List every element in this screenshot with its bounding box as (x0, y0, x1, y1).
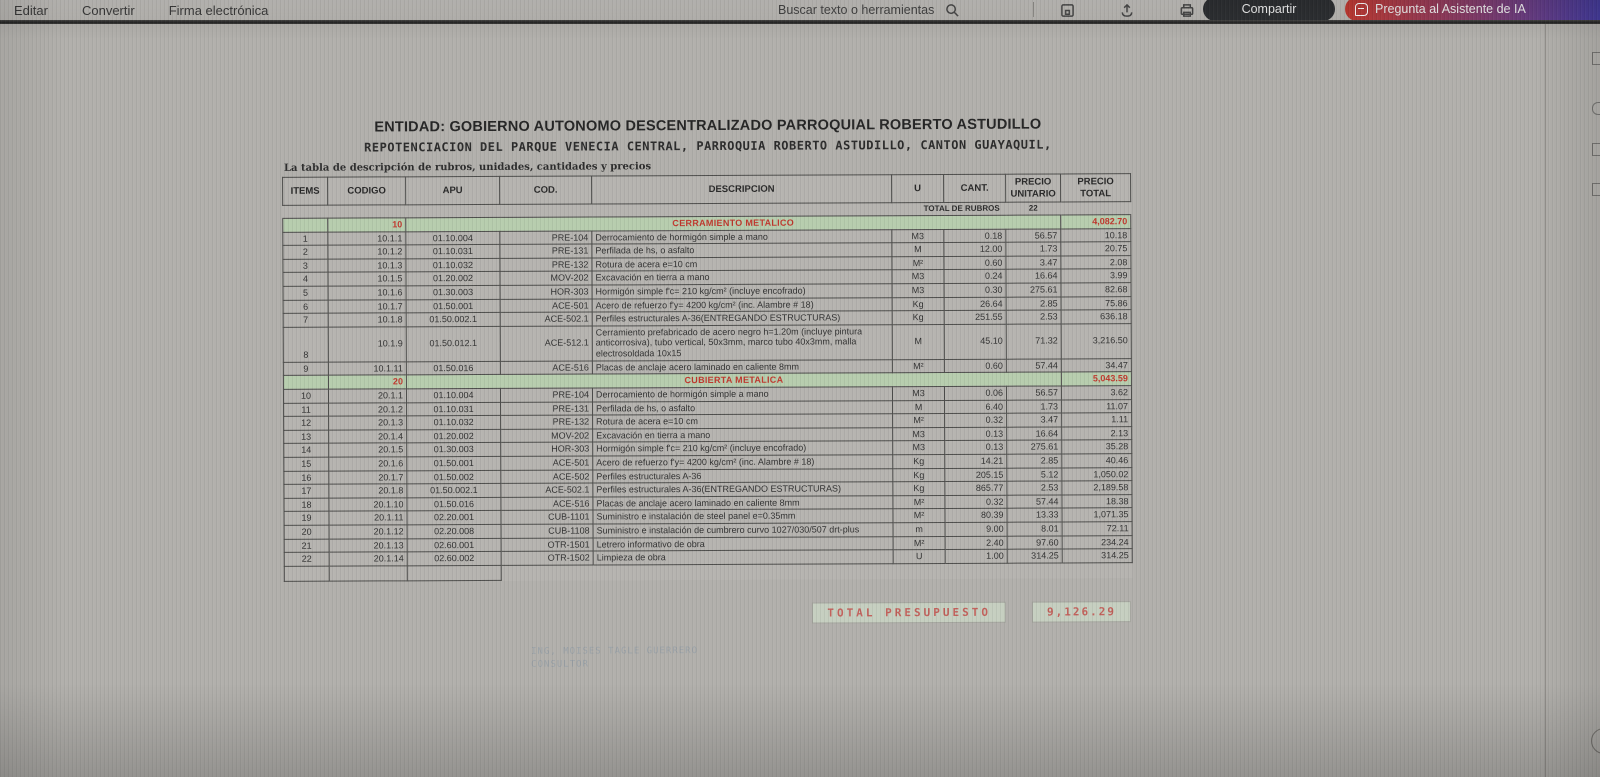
cell-apu: 01.10.004 (406, 388, 500, 402)
cell-unidad: M² (893, 495, 945, 509)
ai-assistant-label: Pregunta al Asistente de IA (1375, 2, 1526, 16)
cell-unidad: M² (892, 256, 944, 270)
cell-precio-total: 2.08 (1061, 255, 1131, 269)
cell-apu: 02.20.008 (407, 524, 501, 538)
cell-descripcion: Perfiles estructurales A-36(ENTREGANDO ESTRUCTURAS) (592, 311, 892, 326)
cell-item: 15 (284, 457, 329, 471)
cell-descripcion: Cerramiento prefabricado de acero negro h=1.20m (incluye pintura anticorrosiva), tubo vertical, 50x3mm, marco tubo 40x3mm, malla electrosoldada 10x15 (592, 325, 892, 361)
right-panel-divider (1545, 24, 1546, 777)
cell-cod: ACE-516 (500, 361, 592, 375)
cell-item: 2 (283, 245, 328, 259)
cell-cantidad: 1.00 (945, 549, 1007, 563)
cell-cantidad: 0.06 (944, 386, 1006, 400)
right-panel-icon[interactable] (1592, 52, 1600, 65)
cell-precio-unitario: 57.44 (1006, 359, 1061, 373)
table-row (283, 324, 1131, 363)
cell-codigo: 20.1.13 (329, 538, 407, 552)
cell-precio-total: 40.46 (1062, 454, 1132, 468)
cell-item: 8 (283, 327, 328, 362)
cell-precio-total: 18.38 (1062, 494, 1132, 508)
header-precio-total: PRECIO TOTAL (1061, 174, 1131, 202)
cell-codigo: 20.1.5 (329, 443, 407, 457)
cell-precio-unitario: 97.60 (1007, 536, 1062, 550)
cell-item: 16 (284, 471, 329, 485)
cell-cod: PRE-132 (500, 258, 592, 272)
cell-cod: ACE-502.1 (501, 483, 593, 497)
cell-item: 14 (284, 444, 329, 458)
cell-apu: 01.50.016 (407, 497, 501, 511)
cell-unidad: m (893, 522, 945, 536)
cell-unidad: U (893, 550, 945, 564)
empty-cell (1007, 563, 1062, 578)
cell-cod: HOR-303 (501, 442, 593, 456)
cell-descripcion: Placas de anclaje acero laminado en caliente 8mm (592, 359, 892, 374)
cell-apu: 01.50.002.1 (407, 484, 501, 498)
spacer-cell (1061, 202, 1131, 215)
cell-item: 22 (284, 552, 329, 566)
cell-precio-unitario: 314.25 (1007, 549, 1062, 563)
cell-descripcion: Letrero informativo de obra (593, 536, 893, 551)
cell-item: 10 (283, 389, 328, 403)
table-caption: La tabla de descripción de rubros, unidades, cantidades y precios (283, 161, 652, 174)
cell-cod: MOV-202 (500, 271, 592, 285)
cell-descripcion: Perfilada de hs, o asfalto (593, 400, 893, 415)
cell-descripcion: Acero de refuerzo f'y= 4200 kg/cm² (inc. Alambre # 18) (592, 297, 892, 312)
cell-cantidad: 45.10 (944, 324, 1006, 359)
compartir-label: Compartir (1241, 2, 1297, 16)
cell-codigo: 10.1.9 (328, 327, 406, 362)
cell-precio-unitario: 3.47 (1007, 413, 1062, 427)
cell-precio-total: 3.99 (1061, 269, 1131, 283)
cell-precio-unitario: 3.47 (1006, 256, 1061, 270)
section-title: CUBIERTA METALICA (406, 372, 1061, 388)
cell-cantidad: 251.55 (944, 310, 1006, 324)
empty-cell (593, 564, 893, 580)
document-title: ENTIDAD: GOBIERNO AUTONOMO DESCENTRALIZADO PARROQUIAL ROBERTO ASTUDILLO (374, 116, 1042, 136)
cell-item: 1 (283, 232, 328, 246)
cell-codigo: 10.1.7 (328, 299, 406, 313)
section-total: 5,043.59 (1061, 372, 1131, 386)
cell-cod: PRE-131 (501, 402, 593, 416)
cell-unidad: Kg (892, 297, 944, 311)
cell-precio-total: 2,189.58 (1062, 481, 1132, 495)
empty-tail-row (284, 562, 1132, 581)
cell-apu: 01.10.031 (406, 245, 500, 259)
cell-codigo: 10.1.2 (328, 245, 406, 259)
cell-precio-unitario: 56.57 (1006, 386, 1061, 400)
section-total: 4,082.70 (1061, 215, 1131, 229)
cell-cantidad: 2.40 (945, 536, 1007, 550)
cell-item: 21 (284, 539, 329, 553)
cell-codigo: 10.1.6 (328, 286, 406, 300)
cell-precio-total: 3.62 (1061, 386, 1131, 400)
cell-unidad: M² (893, 509, 945, 523)
cell-apu: 01.10.004 (406, 231, 500, 245)
cell-codigo: 20.1.3 (329, 416, 407, 430)
cell-unidad: M (892, 243, 944, 257)
cell-item: 19 (284, 512, 329, 526)
cell-precio-unitario: 16.64 (1006, 269, 1061, 283)
search-label: Buscar texto o herramientas (778, 3, 935, 17)
cell-cod: PRE-131 (500, 244, 592, 258)
cell-precio-total: 75.86 (1061, 296, 1131, 310)
right-panel-icon[interactable] (1592, 183, 1600, 196)
cell-cantidad: 9.00 (945, 522, 1007, 536)
toolbar-bottom-divider (0, 20, 1600, 24)
cell-precio-total: 1,071.35 (1062, 508, 1132, 522)
cell-cod: ACE-512.1 (500, 326, 592, 361)
cell-cantidad: 0.24 (944, 270, 1006, 284)
cell-cod: PRE-132 (501, 415, 593, 429)
cell-cantidad: 26.64 (944, 297, 1006, 311)
cell-item: 20 (284, 525, 329, 539)
search-control[interactable] (778, 0, 962, 20)
cell-descripcion: Acero de refuerzo f'y= 4200 kg/cm² (inc. Alambre # 18) (593, 455, 893, 470)
ai-assistant-button[interactable] (1345, 0, 1600, 20)
table-header-row (283, 174, 1131, 206)
cell-descripcion: Rotura de acera e=10 cm (592, 257, 892, 272)
cell-apu: 02.20.001 (407, 511, 501, 525)
cell-cod: OTR-1501 (501, 538, 593, 552)
cell-unidad: M² (893, 414, 945, 428)
cell-precio-total: 11.07 (1062, 399, 1132, 413)
cell-precio-total: 35.28 (1062, 440, 1132, 454)
empty-cell (501, 565, 593, 580)
pdf-app-toolbar (0, 0, 1600, 20)
header-codigo: CODIGO (328, 177, 406, 205)
compartir-button[interactable] (1203, 0, 1335, 20)
cell-descripcion: Derrocamiento de hormigón simple a mano (592, 229, 892, 244)
cell-precio-unitario: 8.01 (1007, 522, 1062, 536)
cell-item: 17 (284, 484, 329, 498)
cell-precio-total: 636.18 (1061, 310, 1131, 324)
cell-cod: PRE-104 (500, 388, 592, 402)
empty-cell (945, 563, 1007, 578)
cell-unidad: M3 (892, 386, 944, 400)
cell-unidad: M² (893, 536, 945, 550)
empty-cell (893, 563, 945, 578)
cell-apu: 01.50.001 (406, 299, 500, 313)
cell-empty (283, 375, 328, 389)
cell-cantidad: 0.18 (944, 229, 1006, 243)
cell-item: 11 (284, 403, 329, 417)
cell-cod: ACE-516 (501, 497, 593, 511)
cell-apu: 01.50.016 (406, 361, 500, 375)
cell-descripcion: Placas de anclaje acero laminado en caliente 8mm (593, 495, 893, 510)
cell-cantidad: 865.77 (945, 481, 1007, 495)
cell-cod: CUB-1101 (501, 510, 593, 524)
cell-codigo: 20.1.6 (329, 457, 407, 471)
header-cant: CANT. (944, 174, 1006, 202)
cell-codigo: 20.1.2 (329, 402, 407, 416)
cell-cod: ACE-501 (500, 299, 592, 313)
cell-precio-unitario: 1.73 (1006, 242, 1061, 256)
cell-descripcion: Perfilada de hs, o asfalto (592, 243, 892, 258)
cell-cod: CUB-1108 (501, 524, 593, 538)
cell-precio-total: 10.18 (1061, 228, 1131, 242)
cell-precio-unitario: 13.33 (1007, 508, 1062, 522)
cell-cod: MOV-202 (501, 429, 593, 443)
cell-precio-unitario: 56.57 (1006, 229, 1061, 243)
cell-cantidad: 0.13 (945, 427, 1007, 441)
cell-descripcion: Perfiles estructurales A-36(ENTREGANDO ESTRUCTURAS) (593, 482, 893, 497)
cell-precio-unitario: 5.12 (1007, 468, 1062, 482)
cell-descripcion: Excavación en tierra a mano (593, 427, 893, 442)
cell-cantidad: 0.60 (944, 359, 1006, 373)
cell-codigo: 20.1.8 (329, 484, 407, 498)
cell-precio-unitario: 71.32 (1006, 324, 1061, 359)
cell-unidad: M3 (893, 441, 945, 455)
cell-apu: 02.60.001 (407, 538, 501, 552)
cell-codigo: 20.1.10 (329, 498, 407, 512)
cell-item: 5 (283, 286, 328, 300)
cell-item: 6 (283, 300, 328, 314)
cell-item: 13 (284, 430, 329, 444)
cell-precio-unitario: 2.53 (1006, 310, 1061, 324)
cell-codigo: 10.1.8 (328, 313, 406, 327)
consultant-role: CONSULTOR (531, 659, 589, 671)
cell-codigo: 20.1.1 (328, 389, 406, 403)
cell-cod: PRE-104 (500, 231, 592, 245)
cell-precio-total: 82.68 (1061, 283, 1131, 297)
cell-apu: 01.50.002.1 (406, 313, 500, 327)
header-u: U (892, 174, 944, 202)
cell-precio-total: 3,216.50 (1061, 324, 1131, 359)
cell-precio-unitario: 1.73 (1007, 399, 1062, 413)
cell-precio-total: 2.13 (1062, 426, 1132, 440)
cell-codigo: 20.1.4 (329, 430, 407, 444)
consultant-name: ING, MOISES TAGLE GUERRERO (531, 645, 699, 657)
cell-descripcion: Suministro e instalación de steel panel e=0.35mm (593, 509, 893, 524)
cell-unidad: M3 (892, 229, 944, 243)
total-presupuesto-value: 9,126.29 (1033, 602, 1130, 621)
cell-descripcion: Excavación en tierra a mano (592, 270, 892, 285)
cell-precio-unitario: 57.44 (1007, 495, 1062, 509)
cell-precio-total: 72.11 (1062, 522, 1132, 536)
cell-descripcion: Derrocamiento de hormigón simple a mano (592, 387, 892, 402)
cell-unidad: M (893, 400, 945, 414)
cell-item: 18 (284, 498, 329, 512)
cell-cantidad: 80.39 (945, 509, 1007, 523)
header-apu: APU (406, 176, 500, 204)
cell-unidad: M3 (893, 427, 945, 441)
cell-cantidad: 0.13 (945, 441, 1007, 455)
cell-precio-unitario: 275.61 (1007, 440, 1062, 454)
section-code: 20 (328, 375, 406, 389)
cell-precio-total: 1.11 (1062, 413, 1132, 427)
cell-codigo: 20.1.11 (329, 511, 407, 525)
cell-apu: 01.30.003 (407, 443, 501, 457)
cell-cod: ACE-502.1 (500, 312, 592, 326)
cell-unidad: Kg (893, 482, 945, 496)
cell-precio-unitario: 2.85 (1006, 297, 1061, 311)
menu-item-editar[interactable]: Editar (14, 2, 48, 18)
cell-descripcion: Perfiles estructurales A-36 (593, 468, 893, 483)
cell-descripcion: Hormigón simple f'c= 210 kg/cm² (incluye encofrado) (593, 441, 893, 456)
cell-codigo: 10.1.11 (328, 362, 406, 376)
cell-apu: 01.10.032 (407, 416, 501, 430)
cell-precio-total: 314.25 (1062, 549, 1132, 563)
chat-bubble-icon (1355, 3, 1368, 16)
cell-apu: 01.50.002 (407, 470, 501, 484)
cell-unidad: Kg (893, 454, 945, 468)
cell-precio-total: 34.47 (1061, 358, 1131, 372)
share-upload-icon[interactable] (1117, 1, 1137, 19)
header-precio-unitario: PRECIO UNITARIO (1006, 174, 1061, 202)
cell-cod: HOR-303 (500, 285, 592, 299)
empty-cell (1062, 562, 1132, 577)
cell-cantidad: 205.15 (945, 468, 1007, 482)
empty-cell (284, 566, 329, 581)
right-panel-icon[interactable] (1592, 143, 1600, 156)
empty-cell (407, 565, 501, 580)
empty-cell (329, 566, 407, 581)
cell-apu: 01.30.003 (406, 285, 500, 299)
cell-empty (283, 218, 328, 232)
cell-codigo: 20.1.7 (329, 470, 407, 484)
cell-apu: 01.10.032 (406, 258, 500, 272)
cell-item: 4 (283, 273, 328, 287)
cell-unidad: M3 (892, 284, 944, 298)
cell-unidad: Kg (893, 468, 945, 482)
cell-descripcion: Suministro e instalación de cumbrero curvo 1027/030/507 drt-plus (593, 523, 893, 538)
consultant-signature-block (531, 643, 1136, 673)
cell-precio-unitario: 16.64 (1007, 427, 1062, 441)
total-rubros-label: TOTAL DE RUBROS (892, 202, 1006, 215)
cell-unidad: M² (892, 359, 944, 373)
cell-cod: ACE-501 (501, 456, 593, 470)
section-title: CERRAMIENTO METALICO (406, 215, 1061, 231)
cell-codigo: 20.1.12 (329, 525, 407, 539)
cell-apu: 01.50.012.1 (406, 326, 500, 361)
document-subtitle: REPOTENCIACION DEL PARQUE VENECIA CENTRAL, PARROQUIA ROBERTO ASTUDILLO, CANTON GUAYAQUIL, (364, 137, 1052, 155)
cell-apu: 01.50.001 (407, 456, 501, 470)
cell-cantidad: 14.21 (945, 454, 1007, 468)
cell-precio-total: 1,050.02 (1062, 467, 1132, 481)
right-panel-icon[interactable] (1592, 102, 1600, 115)
cell-cantidad: 0.60 (944, 256, 1006, 270)
rubros-table (282, 173, 1133, 582)
cell-precio-unitario: 2.53 (1007, 481, 1062, 495)
cell-unidad: M3 (892, 270, 944, 284)
cell-codigo: 10.1.5 (328, 272, 406, 286)
cell-precio-total: 234.24 (1062, 535, 1132, 549)
cell-cantidad: 12.00 (944, 242, 1006, 256)
print-icon[interactable] (1177, 1, 1197, 19)
cell-unidad: M (892, 324, 944, 359)
header-items: ITEMS (283, 177, 328, 205)
cell-descripcion: Rotura de acera e=10 cm (593, 414, 893, 429)
cell-precio-unitario: 2.85 (1007, 454, 1062, 468)
total-presupuesto-label: TOTAL PRESUPUESTO (813, 603, 1005, 623)
cell-apu: 01.20.002 (406, 272, 500, 286)
cell-cantidad: 0.30 (944, 283, 1006, 297)
header-descripcion: DESCRIPCION (592, 175, 892, 204)
save-icon[interactable] (1057, 1, 1077, 19)
cell-descripcion: Limpieza de obra (593, 550, 893, 565)
cell-apu: 01.10.031 (407, 402, 501, 416)
cell-precio-unitario: 275.61 (1006, 283, 1061, 297)
cell-cantidad: 0.32 (945, 495, 1007, 509)
cell-precio-total: 20.75 (1061, 242, 1131, 256)
menu-item-firma-electronica[interactable]: Firma electrónica (168, 2, 269, 18)
toolbar-separator (1033, 2, 1034, 17)
cell-codigo: 10.1.3 (328, 259, 406, 273)
cell-item: 12 (284, 416, 329, 430)
cell-unidad: Kg (892, 311, 944, 325)
cell-cantidad: 6.40 (945, 400, 1007, 414)
cell-apu: 02.60.002 (407, 552, 501, 566)
total-rubros-value: 22 (1006, 202, 1061, 215)
toolbar-menu (14, 0, 268, 20)
cell-item: 3 (283, 259, 328, 273)
cell-cod: ACE-502 (501, 470, 593, 484)
total-presupuesto-row (284, 602, 1130, 625)
pdf-page (282, 116, 1136, 674)
cell-codigo: 10.1.1 (328, 231, 406, 245)
cell-cod: OTR-1502 (501, 551, 593, 565)
cell-descripcion: Hormigón simple f'c= 210 kg/cm² (incluye encofrado) (592, 284, 892, 299)
menu-item-convertir[interactable]: Convertir (81, 2, 135, 18)
cell-item: 7 (283, 313, 328, 327)
header-cod: COD. (500, 176, 592, 204)
floating-action-button[interactable] (1591, 728, 1600, 754)
cell-apu: 01.20.002 (407, 429, 501, 443)
cell-item: 9 (283, 362, 328, 376)
search-icon[interactable] (942, 1, 962, 19)
section-code: 10 (328, 218, 406, 232)
cell-codigo: 20.1.14 (329, 552, 407, 566)
cell-cantidad: 0.32 (945, 413, 1007, 427)
